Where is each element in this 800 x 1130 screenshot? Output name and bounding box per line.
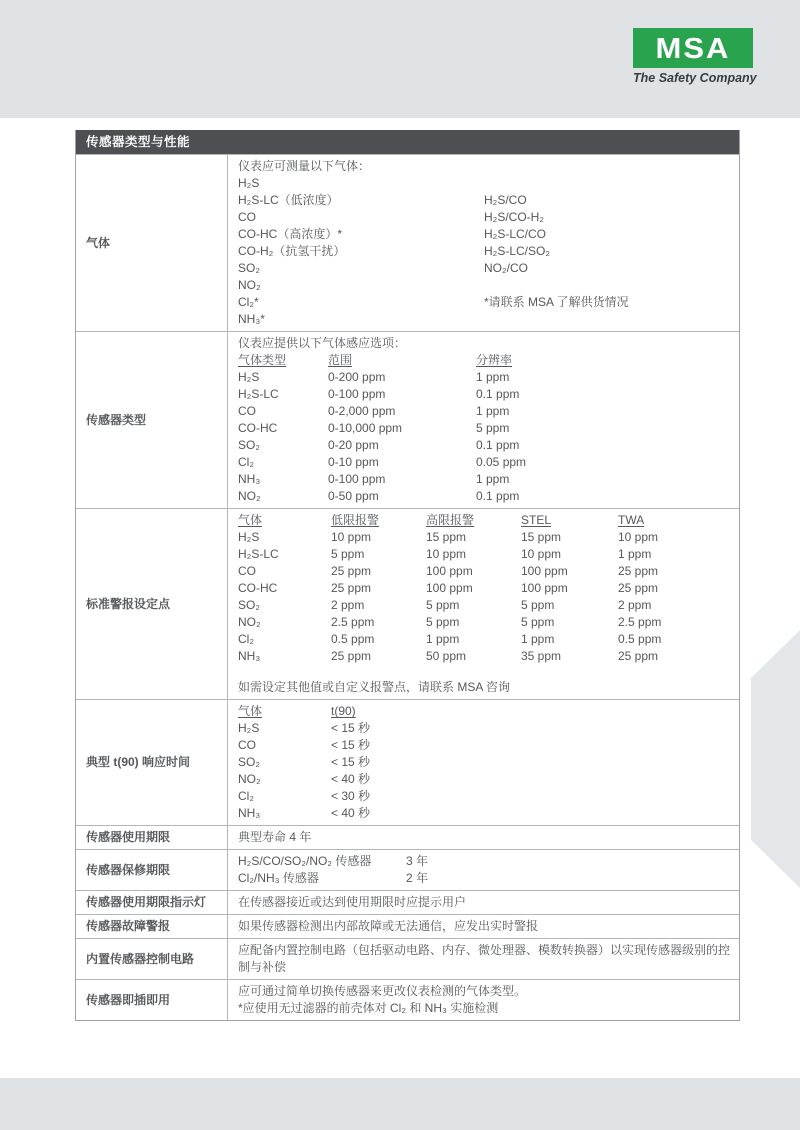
- sensor-resolution: 0.1 ppm: [476, 438, 520, 452]
- gases-intro: 仪表应可测量以下气体：: [238, 159, 371, 173]
- t90-row: [238, 805, 733, 822]
- table-title: 传感器类型与性能: [76, 130, 739, 154]
- alarm-gas: CO-HC: [238, 581, 278, 595]
- row-lifespan-content: [228, 826, 739, 849]
- t90-gas: CO: [238, 738, 256, 752]
- row-t90-label: 典型 t(90) 响应时间: [76, 700, 228, 825]
- row-gases: [76, 154, 739, 331]
- sensor-range: 0-50 ppm: [328, 489, 379, 503]
- alarm-high: 50 ppm: [426, 649, 467, 663]
- row-plug-content: [228, 980, 739, 1020]
- alarm-gas: NH₃: [238, 649, 261, 663]
- alarm-headers: [238, 512, 733, 529]
- sensor-range: 0-20 ppm: [328, 438, 379, 452]
- warranty-sensors: H₂S/CO/SO₂/NO₂ 传感器: [238, 854, 372, 868]
- row-fault-alarm: [76, 914, 739, 938]
- sensor-gas: H₂S-LC: [238, 387, 279, 401]
- sensor-resolution: 1 ppm: [476, 370, 510, 384]
- gas-line: [238, 243, 733, 260]
- row-alarm-label: 标准警报设定点: [76, 509, 228, 699]
- gas-combo: *请联系 MSA 了解供货情况: [484, 295, 629, 309]
- sensor-gas: NH₃: [238, 472, 261, 486]
- alarm-list: [238, 529, 733, 665]
- alarm-low: 10 ppm: [331, 530, 372, 544]
- circuit-text: 应配备内置控制电路（包括驱动电路、内存、微处理器、模数转换器）以实现传感器级别的控制与补偿: [238, 943, 731, 974]
- sensor-type-row: [238, 488, 733, 505]
- col-header-t90-gas: 气体: [238, 704, 263, 718]
- sensor-gas: H₂S: [238, 370, 260, 384]
- row-sensor-type-label: 传感器类型: [76, 332, 228, 508]
- plug-line: *应使用无过滤器的前壳体对 Cl₂ 和 NH₃ 实施检测: [238, 1001, 499, 1015]
- alarm-high: 100 ppm: [426, 581, 473, 595]
- t90-gas: NH₃: [238, 806, 261, 820]
- alarm-twa: 25 ppm: [618, 649, 659, 663]
- alarm-row: [238, 614, 733, 631]
- gas-name: CO-H₂（抗氢干扰）: [238, 244, 346, 258]
- sensor-type-intro: 仪表应提供以下气体感应选项：: [238, 336, 407, 350]
- alarm-stel: 15 ppm: [521, 530, 562, 544]
- sensor-range: 0-100 ppm: [328, 472, 386, 486]
- t90-value: < 15 秒: [331, 721, 371, 735]
- sensor-gas: Cl₂: [238, 455, 254, 469]
- alarm-twa: 1 ppm: [618, 547, 652, 561]
- alarm-low: 2.5 ppm: [331, 615, 375, 629]
- sensor-type-list: [238, 369, 733, 505]
- alarm-gas: H₂S-LC: [238, 547, 279, 561]
- row-sensor-type-content: [228, 332, 739, 508]
- alarm-low: 25 ppm: [331, 564, 372, 578]
- row-plug-label: 传感器即插即用: [76, 980, 228, 1020]
- warranty-years: 2 年: [406, 871, 429, 885]
- gas-line: [238, 192, 733, 209]
- row-sensor-type: [76, 331, 739, 508]
- sensor-gas: NO₂: [238, 489, 261, 503]
- gas-combo: H₂S-LC/SO₂: [484, 244, 550, 258]
- alarm-note: 如需设定其他值或自定义报警点，请联系 MSA 咨询: [238, 680, 511, 694]
- row-lifespan: [76, 825, 739, 849]
- gas-line: [238, 226, 733, 243]
- row-circuit-label: 内置传感器控制电路: [76, 939, 228, 979]
- col-header-gas: 气体: [238, 513, 263, 527]
- alarm-twa: 10 ppm: [618, 530, 659, 544]
- row-warranty-label: 传感器保修期限: [76, 850, 228, 890]
- alarm-row: [238, 563, 733, 580]
- gas-combo: H₂S/CO-H₂: [484, 210, 544, 224]
- alarm-low: 2 ppm: [331, 598, 365, 612]
- row-warranty: [76, 849, 739, 890]
- gas-name: Cl₂*: [238, 295, 259, 309]
- logo-tagline: The Safety Company: [633, 71, 757, 85]
- alarm-twa: 2.5 ppm: [618, 615, 662, 629]
- spec-table: [75, 130, 740, 1021]
- warranty-sensors: Cl₂/NH₃ 传感器: [238, 871, 319, 885]
- sensor-type-row: [238, 403, 733, 420]
- sensor-resolution: 1 ppm: [476, 472, 510, 486]
- col-header-low-alarm: 低限报警: [331, 513, 380, 527]
- row-fault-content: [228, 915, 739, 938]
- gas-name: H₂S-LC（低浓度）: [238, 193, 339, 207]
- gas-line: [238, 311, 733, 328]
- col-header-stel: STEL: [521, 513, 552, 527]
- row-indicator: [76, 890, 739, 914]
- sensor-range: 0-200 ppm: [328, 370, 386, 384]
- row-control-circuit: [76, 938, 739, 979]
- alarm-row: [238, 597, 733, 614]
- sensor-gas: SO₂: [238, 438, 260, 452]
- sensor-gas: CO-HC: [238, 421, 278, 435]
- row-t90: [76, 699, 739, 825]
- alarm-row: [238, 580, 733, 597]
- msa-wordmark: MSA: [655, 31, 731, 65]
- sensor-resolution: 0.1 ppm: [476, 489, 520, 503]
- right-accent-shape: [751, 630, 800, 888]
- alarm-high: 1 ppm: [426, 632, 460, 646]
- sensor-type-row: [238, 369, 733, 386]
- sensor-type-row: [238, 420, 733, 437]
- t90-value: < 40 秒: [331, 772, 371, 786]
- col-header-gas-type: 气体类型: [238, 353, 287, 367]
- t90-value: < 40 秒: [331, 806, 371, 820]
- alarm-low: 5 ppm: [331, 547, 365, 561]
- msa-logo-box: [633, 28, 753, 68]
- alarm-high: 5 ppm: [426, 615, 460, 629]
- t90-headers: [238, 703, 733, 720]
- alarm-gas: SO₂: [238, 598, 260, 612]
- gas-name: CO: [238, 210, 256, 224]
- gas-line: [238, 294, 733, 311]
- sensor-range: 0-10 ppm: [328, 455, 379, 469]
- gas-line: [238, 277, 733, 294]
- t90-row: [238, 788, 733, 805]
- gas-name: SO₂: [238, 261, 260, 275]
- warranty-years: 3 年: [406, 854, 429, 868]
- fault-text: 如果传感器检测出内部故障或无法通信，应发出实时警报: [238, 919, 539, 933]
- t90-gas: SO₂: [238, 755, 260, 769]
- msa-logo: [633, 28, 757, 85]
- t90-row: [238, 720, 733, 737]
- row-indicator-label: 传感器使用期限指示灯: [76, 891, 228, 914]
- sensor-type-headers: [238, 352, 733, 369]
- sensor-type-row: [238, 437, 733, 454]
- alarm-twa: 25 ppm: [618, 564, 659, 578]
- alarm-gas: CO: [238, 564, 256, 578]
- sensor-gas: CO: [238, 404, 256, 418]
- alarm-gas: H₂S: [238, 530, 260, 544]
- alarm-gas: NO₂: [238, 615, 261, 629]
- alarm-stel: 100 ppm: [521, 581, 568, 595]
- gases-list: [238, 175, 733, 328]
- t90-gas: H₂S: [238, 721, 260, 735]
- sensor-range: 0-100 ppm: [328, 387, 386, 401]
- col-header-high-alarm: 高限报警: [426, 513, 475, 527]
- plug-lines: [238, 983, 733, 1017]
- t90-list: [238, 720, 733, 822]
- col-header-resolution: 分辨率: [476, 353, 513, 367]
- t90-row: [238, 771, 733, 788]
- sensor-range: 0-10,000 ppm: [328, 421, 403, 435]
- sensor-resolution: 0.05 ppm: [476, 455, 527, 469]
- t90-gas: Cl₂: [238, 789, 254, 803]
- alarm-stel: 35 ppm: [521, 649, 562, 663]
- sensor-range: 0-2,000 ppm: [328, 404, 396, 418]
- alarm-high: 100 ppm: [426, 564, 473, 578]
- sensor-type-row: [238, 471, 733, 488]
- alarm-row: [238, 631, 733, 648]
- warranty-list: [238, 853, 733, 887]
- gas-line: [238, 175, 733, 192]
- t90-value: < 15 秒: [331, 738, 371, 752]
- alarm-stel: 5 ppm: [521, 615, 555, 629]
- gas-name: CO-HC（高浓度）*: [238, 227, 342, 241]
- col-header-range: 范围: [328, 353, 353, 367]
- alarm-high: 10 ppm: [426, 547, 467, 561]
- row-alarm-content: [228, 509, 739, 699]
- row-alarm-setpoints: [76, 508, 739, 699]
- bottom-gray-band: [0, 1078, 800, 1130]
- gas-name: NH₃*: [238, 312, 265, 326]
- gas-line: [238, 209, 733, 226]
- t90-gas: NO₂: [238, 772, 261, 786]
- row-lifespan-label: 传感器使用期限: [76, 826, 228, 849]
- sensor-type-row: [238, 386, 733, 403]
- row-fault-label: 传感器故障警报: [76, 915, 228, 938]
- indicator-text: 在传感器接近或达到使用期限时应提示用户: [238, 895, 467, 909]
- row-t90-content: [228, 700, 739, 825]
- alarm-twa: 0.5 ppm: [618, 632, 662, 646]
- alarm-high: 5 ppm: [426, 598, 460, 612]
- warranty-row: [238, 853, 733, 870]
- t90-value: < 15 秒: [331, 755, 371, 769]
- row-gases-label: 气体: [76, 155, 228, 331]
- row-plug-and-play: [76, 979, 739, 1020]
- alarm-row: [238, 529, 733, 546]
- alarm-twa: 2 ppm: [618, 598, 652, 612]
- col-header-t90: t(90): [331, 704, 356, 718]
- alarm-low: 0.5 ppm: [331, 632, 375, 646]
- alarm-twa: 25 ppm: [618, 581, 659, 595]
- t90-row: [238, 754, 733, 771]
- sensor-resolution: 0.1 ppm: [476, 387, 520, 401]
- alarm-low: 25 ppm: [331, 581, 372, 595]
- alarm-high: 15 ppm: [426, 530, 467, 544]
- col-header-twa: TWA: [618, 513, 645, 527]
- gas-combo: H₂S/CO: [484, 193, 527, 207]
- row-warranty-content: [228, 850, 739, 890]
- sensor-resolution: 5 ppm: [476, 421, 510, 435]
- alarm-low: 25 ppm: [331, 649, 372, 663]
- gas-name: NO₂: [238, 278, 261, 292]
- plug-line: 应可通过简单切换传感器来更改仪表检测的气体类型。: [238, 984, 527, 998]
- row-gases-content: [228, 155, 739, 331]
- t90-row: [238, 737, 733, 754]
- gas-name: H₂S: [238, 176, 260, 190]
- alarm-stel: 5 ppm: [521, 598, 555, 612]
- alarm-stel: 10 ppm: [521, 547, 562, 561]
- lifespan-text: 典型寿命 4 年: [238, 830, 312, 844]
- alarm-gas: Cl₂: [238, 632, 254, 646]
- alarm-row: [238, 546, 733, 563]
- row-circuit-content: [228, 939, 739, 979]
- row-indicator-content: [228, 891, 739, 914]
- sensor-type-row: [238, 454, 733, 471]
- gas-combo: NO₂/CO: [484, 261, 528, 275]
- alarm-stel: 1 ppm: [521, 632, 555, 646]
- gas-line: [238, 260, 733, 277]
- gas-combo: H₂S-LC/CO: [484, 227, 546, 241]
- warranty-row: [238, 870, 733, 887]
- alarm-row: [238, 648, 733, 665]
- sensor-resolution: 1 ppm: [476, 404, 510, 418]
- t90-value: < 30 秒: [331, 789, 371, 803]
- alarm-stel: 100 ppm: [521, 564, 568, 578]
